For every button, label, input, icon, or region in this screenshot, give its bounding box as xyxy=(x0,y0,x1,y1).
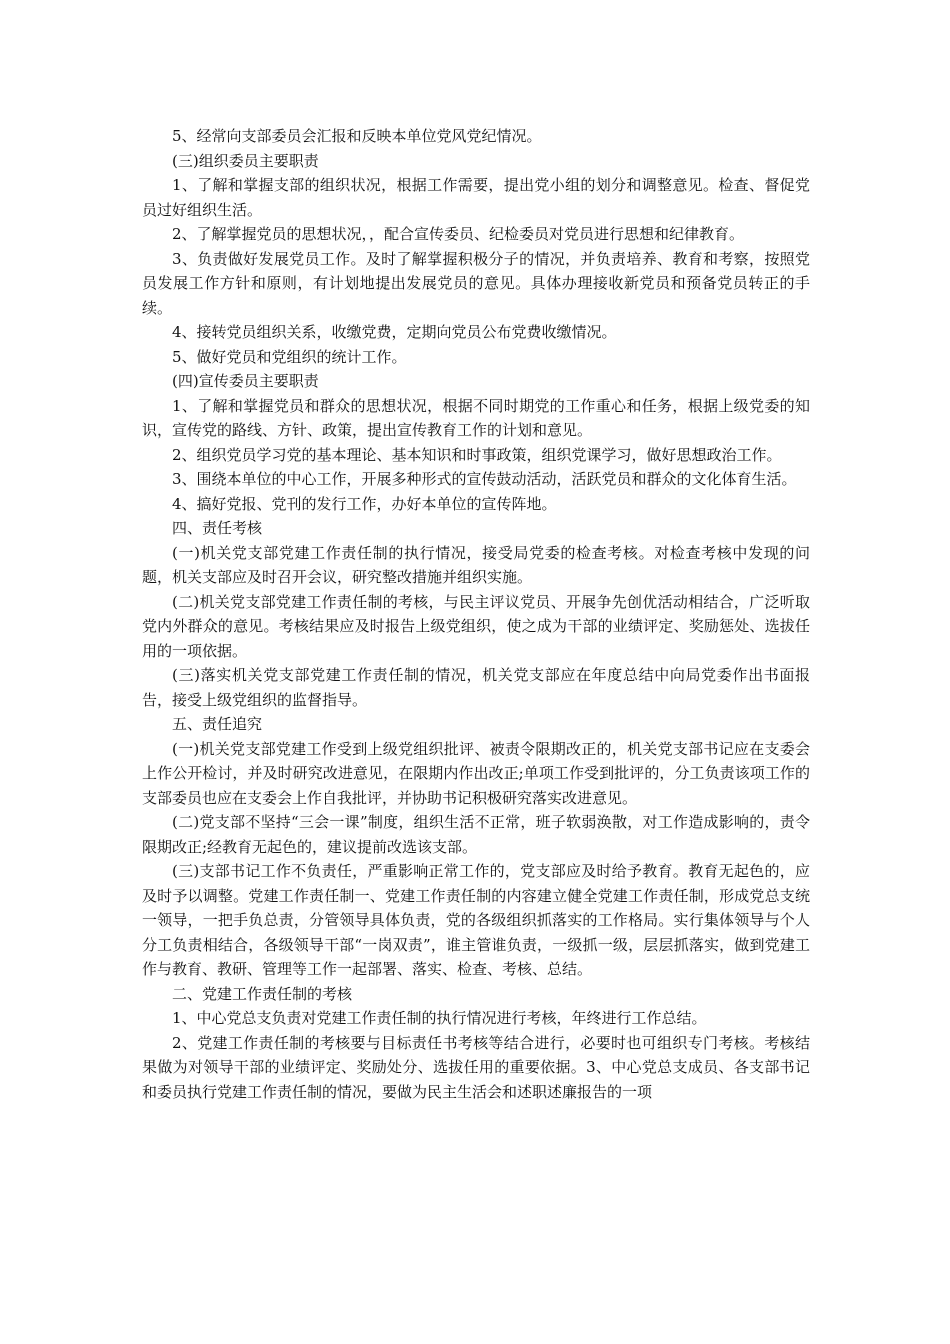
paragraph: 4、接转党员组织关系，收缴党费，定期向党员公布党费收缴情况。 xyxy=(172,323,617,341)
paragraph: 2、了解掌握党员的思想状况，，配合宣传委员、纪检委员对党员进行思想和纪律教育。 xyxy=(172,225,745,243)
paragraph: 4、搞好党报、党刊的发行工作，办好本单位的宣传阵地。 xyxy=(172,494,557,513)
paragraph: 3、围绕本单位的中心工作，开展多种形式的宣传鼓动活动，活跃党员和群众的文化体育生活。 xyxy=(172,470,797,488)
paragraph: 5、做好党员和党组织的统计工作。 xyxy=(172,347,407,366)
document-body xyxy=(142,124,810,1104)
paragraph: 1、了解和掌握支部的组织状况，根据工作需要，提出党小组的划分和调整意见。检查、督促党员过好组织生活。 xyxy=(142,176,810,219)
paragraph: (二)党支部不坚持“三会一课”制度，组织生活不正常，班子软弱涣散，对工作造成影响的，责令限期改正;经教育无起色的，建议提前改选该支部。 xyxy=(142,813,810,856)
paragraph: (一)机关党支部党建工作责任制的执行情况，接受局党委的检查考核。对检查考核中发现的问题，机关支部应及时召开会议，研究整改措施并组织实施。 xyxy=(142,543,810,586)
paragraph: (三)落实机关党支部党建工作责任制的情况，机关党支部应在年度总结中向局党委作出书面报告，接受上级党组织的监督指导。 xyxy=(142,666,810,709)
paragraph: 5、经常向支部委员会汇报和反映本单位党风党纪情况。 xyxy=(172,127,542,145)
paragraph: 2、组织党员学习党的基本理论、基本知识和时事政策，组织党课学习，做好思想政治工作。 xyxy=(172,445,782,464)
paragraph: 3、负责做好发展党员工作。及时了解掌握积极分子的情况，并负责培养、教育和考察，按照党员发展工作方针和原则，有计划地提出发展党员的意见。具体办理接收新党员和预备党员转正的手续。 xyxy=(142,249,810,317)
paragraph: 1、了解和掌握党员和群众的思想状况，根据不同时期党的工作重心和任务，根据上级党委的知识，宣传党的路线、方针、政策，提出宣传教育工作的计划和意见。 xyxy=(142,396,810,439)
section-heading: 四、责任考核 xyxy=(172,519,263,537)
section-heading: 二、党建工作责任制的考核 xyxy=(172,984,353,1003)
section-heading: 五、责任追究 xyxy=(172,715,263,733)
paragraph: 1、中心党总支负责对党建工作责任制的执行情况进行考核，年终进行工作总结。 xyxy=(172,1009,707,1027)
section-heading: (三)组织委员主要职责 xyxy=(172,151,319,170)
paragraph: (三)支部书记工作不负责任，严重影响正常工作的，党支部应及时给予教育。教育无起色的，应及时予以调整。党建工作责任制一、党建工作责任制的内容建立健全党建工作责任制，形成党总支统一领导，一把手负总责，分管领导具体负责，党的各级组织抓落实的工作格局。实行集体领导与个人分工负责相结合，各级领导干部“一岗双责”，谁主管谁负责，一级抓一级，层层抓落实，做到党建工作与教育、教研、管理等工作一起部署、落实、检查、考核、总结。 xyxy=(142,862,810,978)
section-heading: (四)宣传委员主要职责 xyxy=(172,372,319,390)
paragraph: (二)机关党支部党建工作责任制的考核，与民主评议党员、开展争先创优活动相结合，广泛听取党内外群众的意见。考核结果应及时报告上级党组织，使之成为干部的业绩评定、奖励惩处、选拔任用的一项依据。 xyxy=(142,592,810,660)
paragraph: (一)机关党支部党建工作受到上级党组织批评、被责令限期改正的，机关党支部书记应在支委会上作公开检讨，并及时研究改进意见，在限期内作出改正;单项工作受到批评的，分工负责该项工作的支部委员也应在支委会上作自我批评，并协助书记积极研究落实改进意见。 xyxy=(142,739,810,807)
paragraph: 2、党建工作责任制的考核要与目标责任书考核等结合进行，必要时也可组织专门考核。考核结果做为对领导干部的业绩评定、奖励处分、选拔任用的重要依据。3、中心党总支成员、各支部书记和委员执行党建工作责任制的情况，要做为民主生活会和述职述廉报告的一项 xyxy=(142,1033,810,1101)
